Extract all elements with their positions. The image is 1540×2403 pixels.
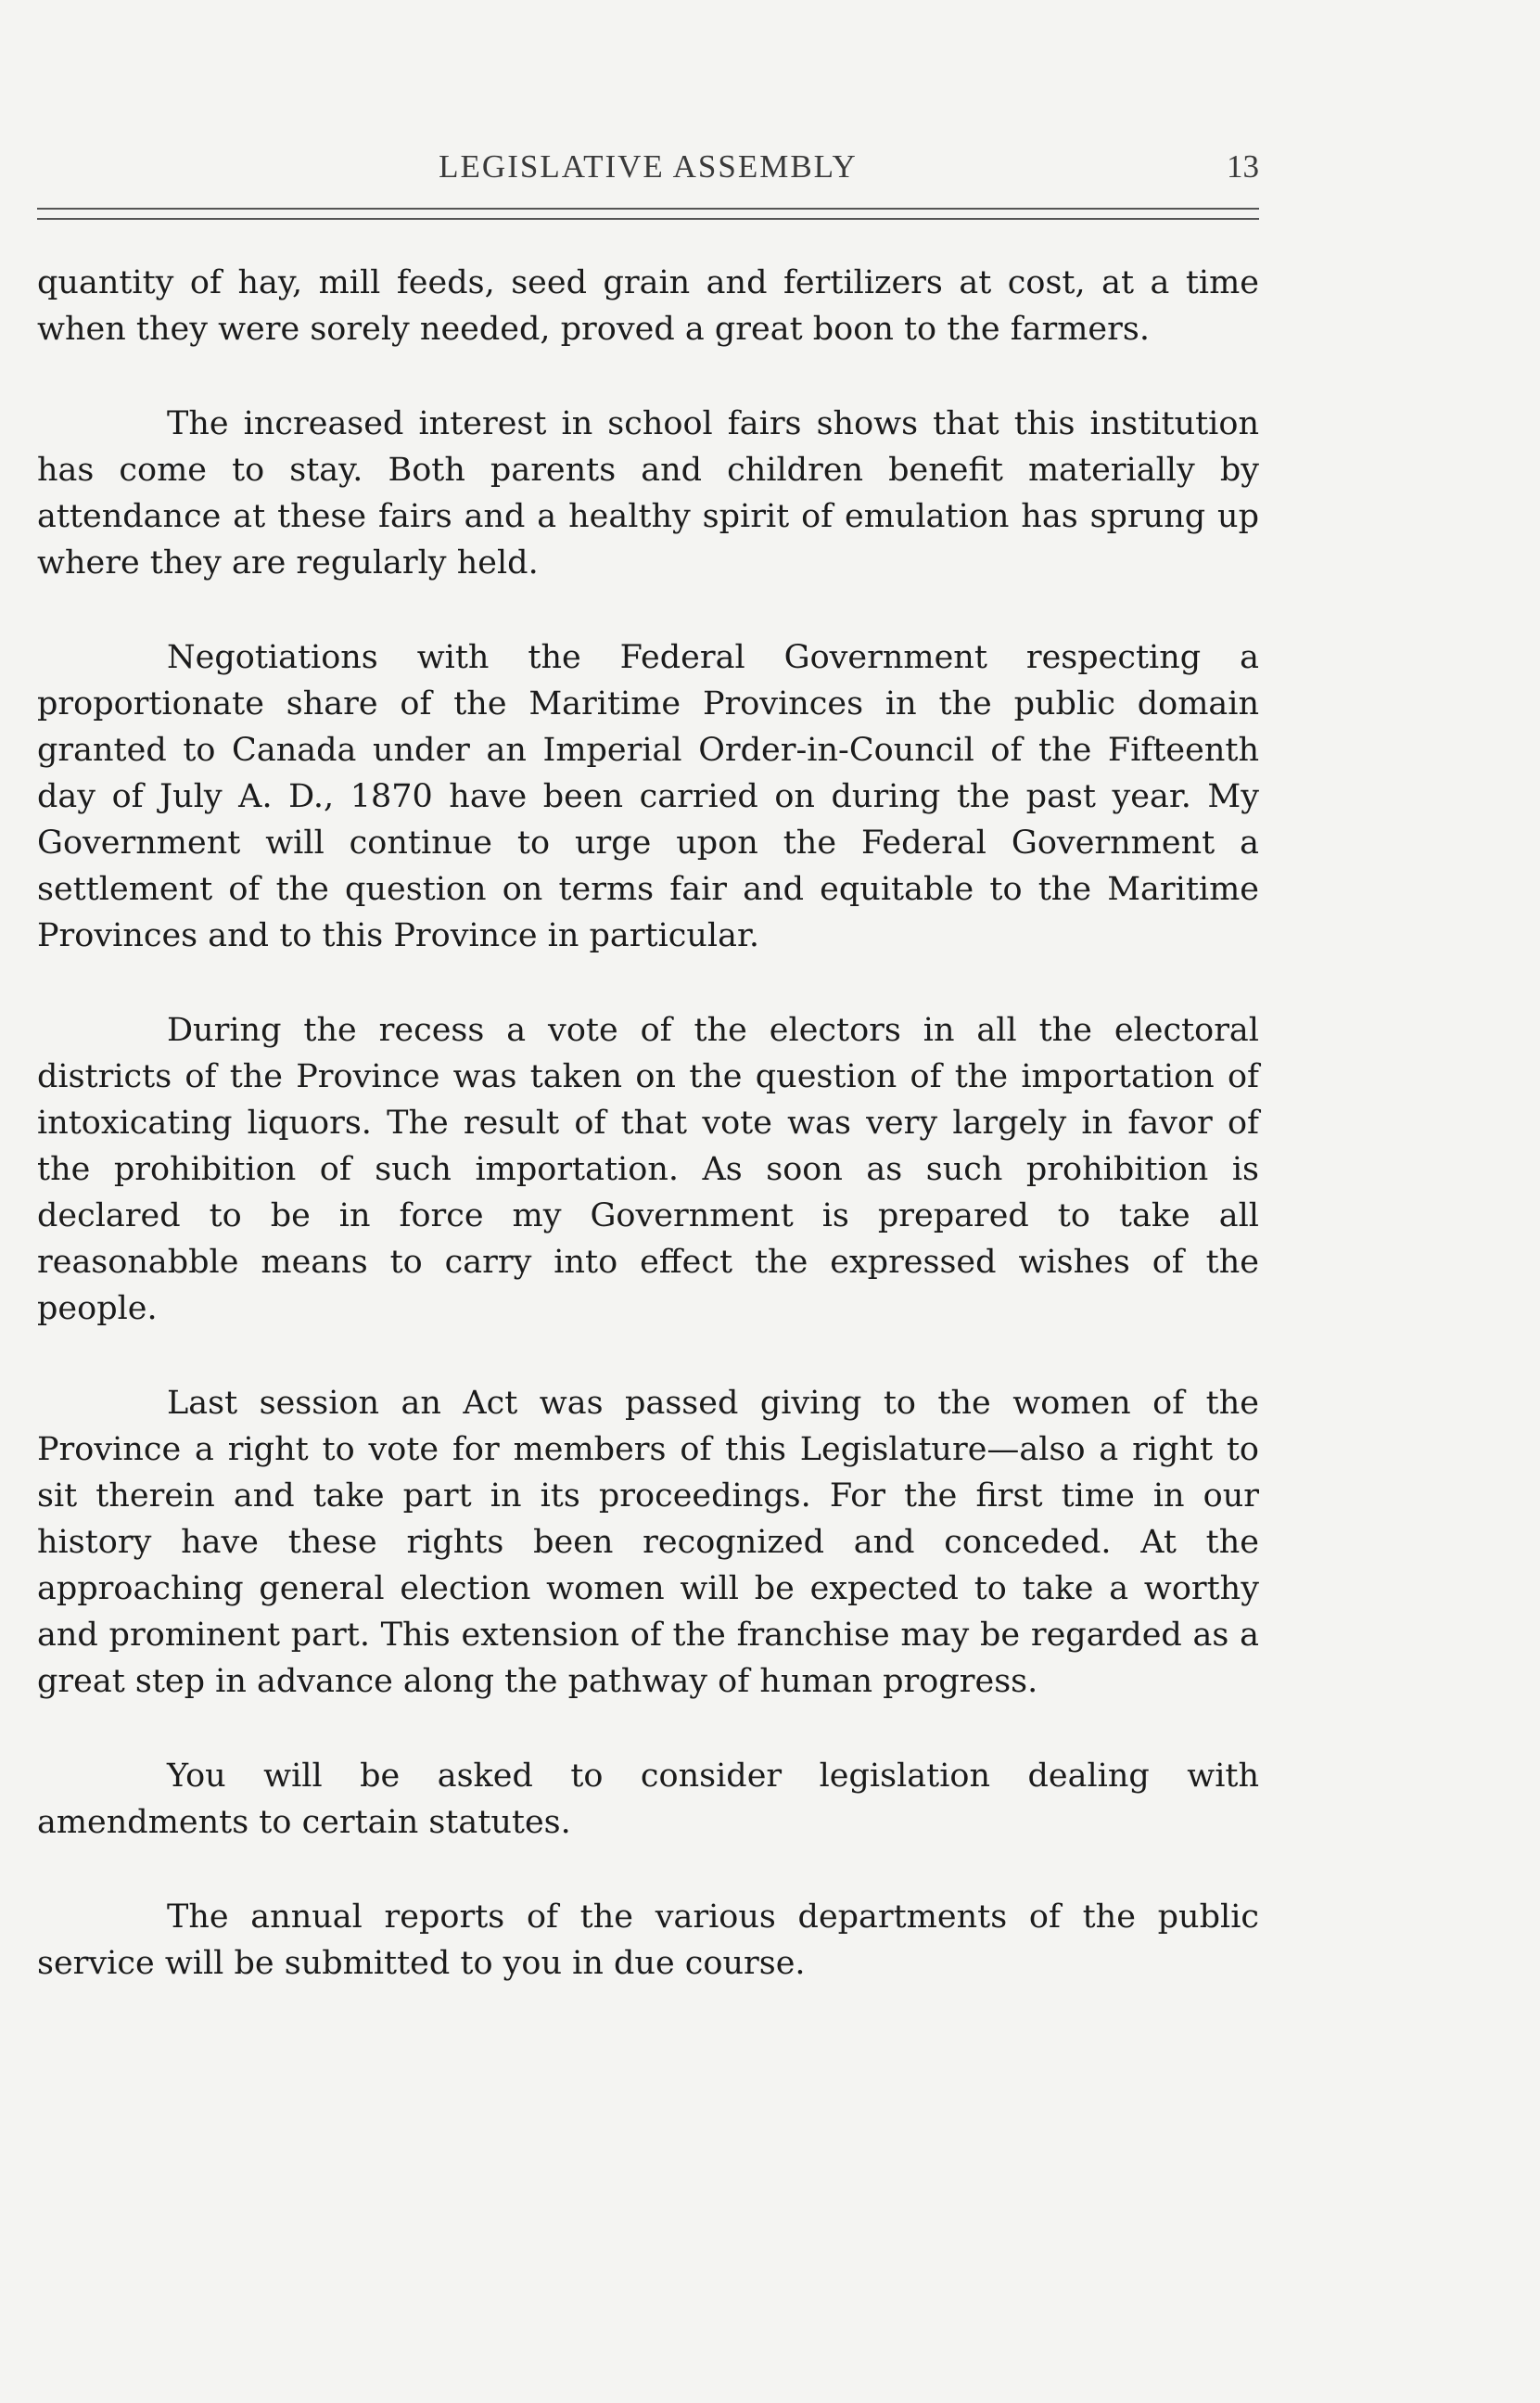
- paragraph-continuation: quantity of hay, mill feeds, seed grain and fertilizers at cost, at a time when they were sorely needed, proved a great boon to the farmers.: [37, 264, 1259, 348]
- paragraph-school-fairs: The increased interest in school fairs shows that this institution has come to stay. Both parents and children benefit materially by attendance at these fairs and a healthy spirit of emulation has sprung up where they are regularly held.: [37, 405, 1259, 582]
- page-header: [37, 148, 1259, 195]
- header-rule-bottom: [37, 218, 1259, 220]
- page-number: 13: [1227, 148, 1259, 185]
- paragraph-prohibition-vote: During the recess a vote of the electors in all the electoral districts of the Province was taken on the question of the importation of intoxicating liquors. The result of that vote was very largely in favor of the prohibition of such importation. As soon as such prohibition is declared to be in force my Government is prepared to take all reasonabble means to carry into effect the expressed wishes of the people.: [37, 1012, 1259, 1327]
- paragraph-legislation: You will be asked to consider legislation dealing with amendments to certain statutes.: [37, 1758, 1259, 1841]
- header-rule-top: [37, 208, 1259, 210]
- paragraph-negotiations: Negotiations with the Federal Government respecting a proportionate share of the Maritime Provinces in the public domain granted to Canada under an Imperial Order-in-Council of the Fifteenth day of July A. D., 1870 have been carried on during the past year. My Government will continue to urge upon the Federal Government a settlement of the question on terms fair and equitable to the Maritime Provinces and to this Province in particular.: [37, 639, 1259, 954]
- paragraph-annual-reports: The annual reports of the various departments of the public service will be submitted to you in due course.: [37, 1898, 1259, 1982]
- body-text: [37, 260, 1259, 2035]
- paragraph-women-franchise: Last session an Act was passed giving to the women of the Province a right to vote for members of this Legislature—also a right to sit therein and take part in its proceedings. For the first time in our history have these rights been recognized and conceded. At the approaching general election women will be expected to take a worthy and prominent part. This extension of the franchise may be regarded as a great step in advance along the pathway of human progress.: [37, 1385, 1259, 1700]
- running-head: LEGISLATIVE ASSEMBLY: [439, 148, 858, 185]
